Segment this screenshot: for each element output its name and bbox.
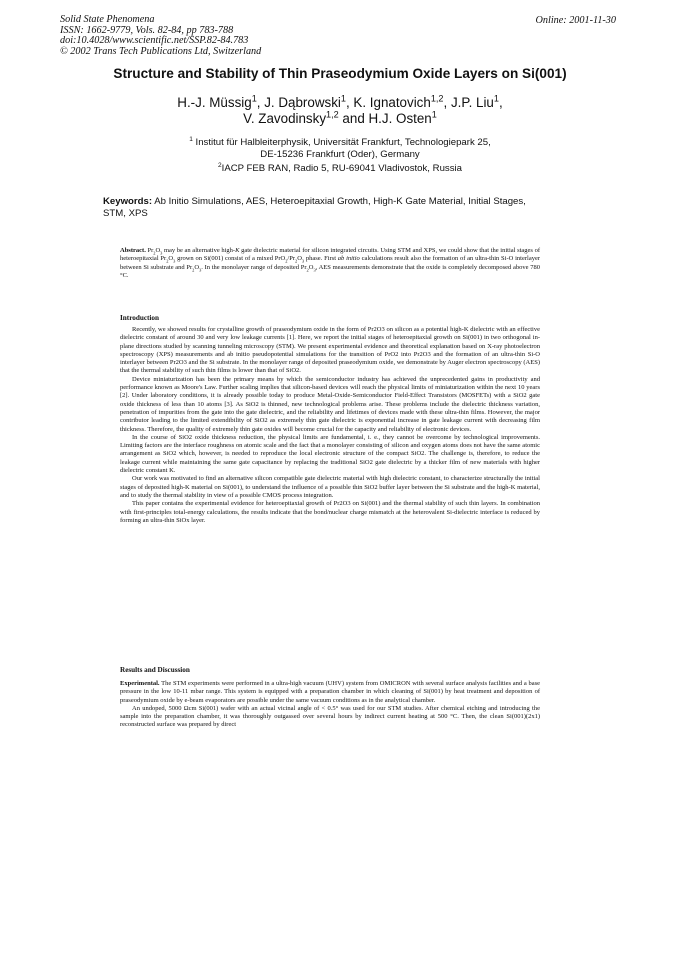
paragraph: This paper contains the experimental evidence for heteroepitaxial growth of Pr2O3 on Si(001) and the thermal stability of such thin layers. In combination with first-principles total-energy calculations, the results indicate that the bond/nuclear charge mismatch at the heterovalent Si-dielectric interface is reduced by forming an ultra-thin SiOx layer. <box>120 500 540 524</box>
author-name: J. Dąbrowski <box>264 95 341 110</box>
affiliation-2: $^2$IACP FEB RAN, Radio 5, RU-69041 Vladivostok, Russia <box>218 161 462 174</box>
journal-doi: doi:10.4028/www.scientific.net/SSP.82-84.783 <box>60 35 249 47</box>
paper-title: Structure and Stability of Thin Praseodymium Oxide Layers on Si(001) <box>113 66 567 81</box>
journal-issn: ISSN: 1662-9779, Vols. 82-84, pp 783-788 <box>60 24 234 36</box>
author-name: J.P. Liu <box>450 95 494 110</box>
author-name: H.J. Osten <box>368 111 432 126</box>
online-date: Online: 2001-11-30 <box>535 15 616 26</box>
abstract: Abstract. $Pr_2O_3$ may be an alternative high-K gate dielectric material for silicon integrated circuits. Using STM and XPS, we could show that the initial stages of heteroepitaxial $Pr_2O_3$ grown on Si(001) consist of a mixed $PrO_2/Pr_2O_3$ phase. First ab initio calculations result also the formation of an ultra-thin Si-O interlayer between Si substrate and $Pr_2O_3$. In the monolayer range of deposited $Pr_2O_3$, AES measurements demonstrate that the oxide is completely decomposed above 780 °C. <box>120 247 541 279</box>
keywords-label: Keywords: <box>103 196 153 207</box>
results-section <box>120 680 540 730</box>
paragraph: Experimental. The STM experiments were performed in a ultra-high vacuum (UHV) system from OMICRON with several surface analysis facilities and a base pressure in the low 10-11 mbar range. This system is equipped with a preparation chamber in which cleaning of Si(001) by heat treatment and deposition of praseodymium oxide by e-beam evaporators are possible under the same vacuum conditions as in the analytical chamber. <box>120 680 540 704</box>
paragraph: Our work was motivated to find an alternative silicon compatible gate dielectric material with high dielectric constant, to characterize structurally the initial stages of deposited high-K material on Si(001), to understand the influence of a possible thin SiO2 buffer layer between the Si substrate and the high-K material, and to study the thermal stability in view of a possible CMOS process integration. <box>120 475 540 499</box>
affiliation-1: $^1$ Institut für Halbleiterphysik, Universität Frankfurt, Technologiepark 25, DE-15236 Frankfurt (Oder), Germany <box>189 135 491 160</box>
journal-header <box>60 15 261 57</box>
paragraph: An undoped, 5000 Ωcm Si(001) wafer with an actual vicinal angle of < 0.5° was used for our STM studies. After chemical etching and introducing the sample into the preparation chamber, it was thoroughly outgassed over several hours by indirect current heating at 500 °C. Then, the clean Si(001)(2x1) reconstructed surface was prepared by direct <box>120 704 540 729</box>
journal-copyright: © 2002 Trans Tech Publications Ltd, Switzerland <box>60 45 262 57</box>
author-name: H.-J. Müssig <box>177 95 252 110</box>
author-name: V. Zavodinsky <box>243 111 327 126</box>
introduction <box>120 326 540 525</box>
section-heading-introduction: Introduction <box>120 314 160 322</box>
author-name: K. Ignatovich <box>353 95 431 110</box>
paragraph: In the course of SiO2 oxide thickness reduction, the physical limits are fundamental, i. e., they cannot be overcome by technological improvements. Limiting factors are the interface roughness on atomic scale and the fact that a monolayer consisting of silicon and oxygen atoms does not have the same atomic arrangement as SiO2 which, however, is needed to reproduce the local electronic structure of the compact SiO2. The challenge is, therefore, to reduce the leakage current while maintaining the same gate capacitance by replacing the traditional SiO2 gate dielectric by a thicker film of new materials with higher dielectric constant K. <box>120 433 540 475</box>
paragraph: Recently, we showed results for crystalline growth of praseodymium oxide in the form of Pr2O3 on silicon as a potential high-K dielectric with an effective dielectric constant of around 30 and very low leakage currents [1]. Here, we report the initial stages of heteroepitaxial growth on Si(001) in two orthogonal in-plane directions studied by scanning tunneling microscopy (STM). We present experimental evidence and theoretical explanation based on X-ray photoelectron spectroscopy (XPS) measurements and ab initio pseudopotential simulations for the transition of PrO2 into Pr2O3 and the formation of an ultra-thin Si-O interlayer between Pr2O3 and the Si substrate. In the monolayer range of deposited praseodymium oxide, we demonstrate by Auger electron spectroscopy (AES) that the thermal stability of such thin films is lower than that of SiO2. <box>120 326 540 375</box>
author-list: H.-J. Müssig$^1$, J. Dąbrowski$^1$, K. Ignatovich$^{1,2}$, J.P. Liu$^1$, V. Zavodinsky$^{1,2}$ and H.J. Osten$^1$ <box>177 93 503 126</box>
paragraph: Device miniaturization has been the primary means by which the semiconductor industry has achieved the unprecedented gains in productivity and performance known as Moore's Law. Further scaling implies that silicon-based devices will reach the physical limits of miniaturization within the next 10 years [2]. Under laboratory conditions, it is already possible today to produce Metal-Oxide-Semiconductor Field-Effect Transistors (MOSFETs) with a SiO2 gate oxide thickness of less than 10 atoms [3]. As SiO2 is thinned, new technological problems arise. These problems include the dielectric thickness variation, penetration of impurities from the gate into the gate dielectric, and the reliability and lifetimes of devices made with these ultra-thin films. However, the major contributor leading to the limited extendibility of SiO2 as extremely thin gate dielectric is exponential increase in gate leakage current with decreasing film thickness. Therefore, the quality of extremely thin gate oxides will become crucial for the capacity and reliability of electronic devices. <box>120 375 540 433</box>
section-heading-results: Results and Discussion <box>120 666 190 674</box>
keywords <box>103 196 533 220</box>
journal-name: Solid State Phenomena <box>60 14 155 25</box>
keywords-text: Ab Initio Simulations, AES, Heteroepitaxial Growth, High-K Gate Material, Initial Stages, STM, XPS <box>103 196 526 219</box>
